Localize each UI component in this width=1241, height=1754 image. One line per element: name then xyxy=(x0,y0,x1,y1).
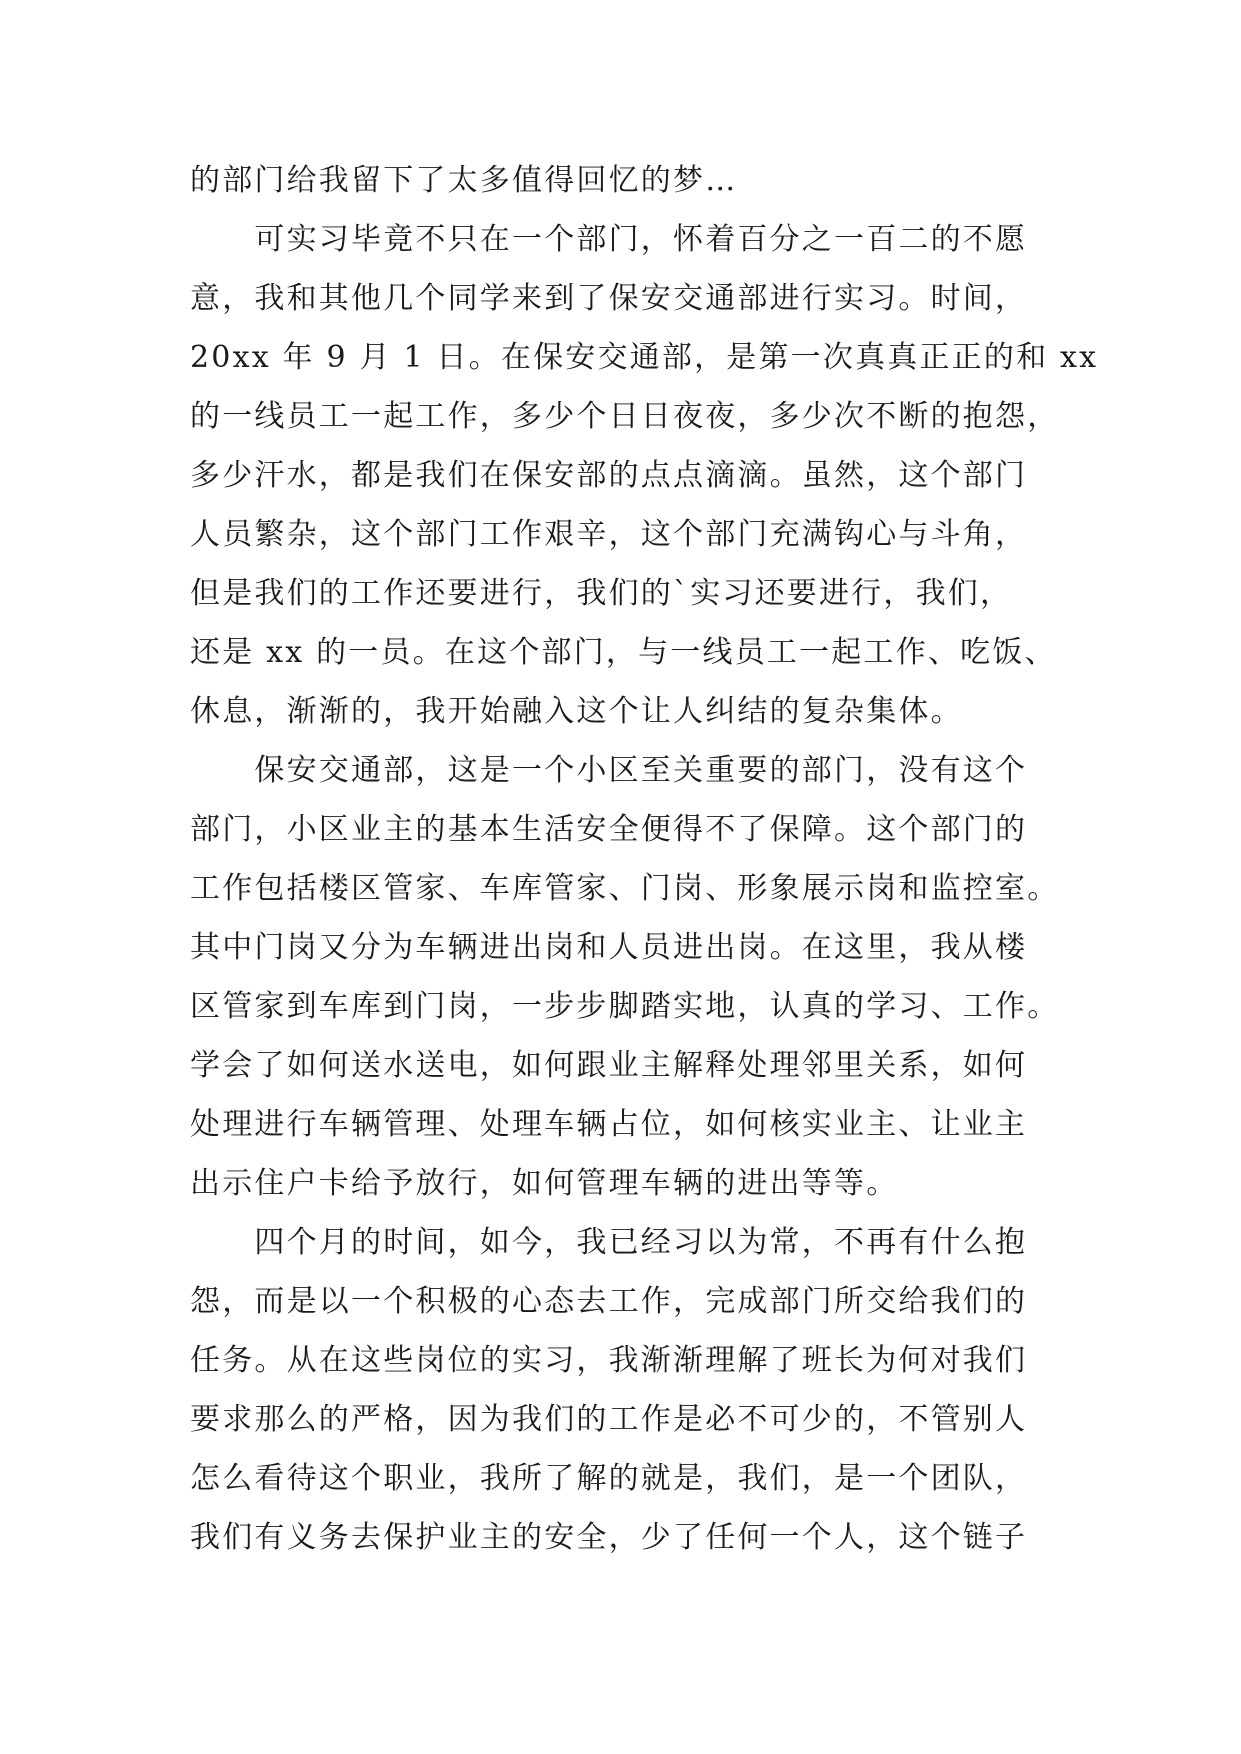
text-line-21: 任务。从在这些岗位的实习，我渐渐理解了班长为何对我们 xyxy=(190,1343,1028,1378)
text-line-7: 人员繁杂，这个部门工作艰辛，这个部门充满钩心与斗角， xyxy=(190,517,1028,552)
text-line-18: 出示住户卡给予放行，如何管理车辆的进出等等。 xyxy=(190,1166,899,1201)
text-line-20: 怨，而是以一个积极的心态去工作，完成部门所交给我们的 xyxy=(190,1284,1028,1319)
text-line-9: 还是 xx 的一员。在这个部门，与一线员工一起工作、吃饭、 xyxy=(190,635,1057,670)
text-line-11: 保安交通部，这是一个小区至关重要的部门，没有这个 xyxy=(190,753,1028,788)
text-line-8: 但是我们的工作还要进行，我们的`实习还要进行，我们， xyxy=(190,576,1013,611)
text-line-17: 处理进行车辆管理、处理车辆占位，如何核实业主、让业主 xyxy=(190,1107,1028,1142)
text-line-15: 区管家到车库到门岗，一步步脚踏实地，认真的学习、工作。 xyxy=(190,989,1060,1024)
text-line-22: 要求那么的严格，因为我们的工作是必不可少的，不管别人 xyxy=(190,1402,1028,1437)
text-line-1: 的部门给我留下了太多值得回忆的梦… xyxy=(190,163,738,198)
text-line-19: 四个月的时间，如今，我已经习以为常，不再有什么抱 xyxy=(190,1225,1028,1260)
text-line-23: 怎么看待这个职业，我所了解的就是，我们，是一个团队， xyxy=(190,1461,1028,1496)
text-line-16: 学会了如何送水送电，如何跟业主解释处理邻里关系，如何 xyxy=(190,1048,1028,1083)
text-line-24: 我们有义务去保护业主的安全，少了任何一个人，这个链子 xyxy=(190,1520,1028,1555)
text-line-2: 可实习毕竟不只在一个部门，怀着百分之一百二的不愿 xyxy=(190,222,1028,257)
body-text xyxy=(190,151,1099,1567)
text-line-10: 休息，渐渐的，我开始融入这个让人纠结的复杂集体。 xyxy=(190,694,963,729)
text-line-14: 其中门岗又分为车辆进出岗和人员进出岗。在这里，我从楼 xyxy=(190,930,1028,965)
text-line-3: 意，我和其他几个同学来到了保安交通部进行实习。时间， xyxy=(190,281,1028,316)
text-line-13: 工作包括楼区管家、车库管家、门岗、形象展示岗和监控室。 xyxy=(190,871,1060,906)
text-line-5: 的一线员工一起工作，多少个日日夜夜，多少次不断的抱怨， xyxy=(190,399,1060,434)
text-line-6: 多少汗水，都是我们在保安部的点点滴滴。虽然，这个部门 xyxy=(190,458,1028,493)
text-line-12: 部门，小区业主的基本生活安全便得不了保障。这个部门的 xyxy=(190,812,1028,847)
text-line-4: 20xx 年 9 月 1 日。在保安交通部，是第一次真真正正的和 xx xyxy=(190,340,1099,375)
